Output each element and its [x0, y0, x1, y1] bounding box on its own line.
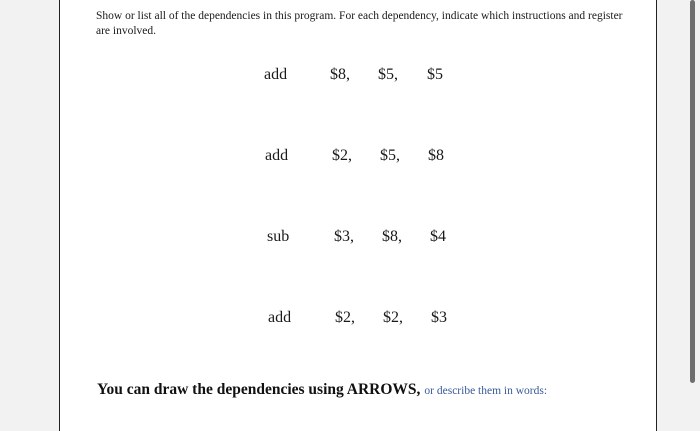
document-page — [59, 0, 657, 431]
register-rd: $8, — [330, 66, 350, 83]
register-rt: $3 — [431, 309, 447, 326]
register-rd: $2, — [332, 147, 352, 164]
opcode: sub — [267, 228, 290, 245]
register-rd: $2, — [335, 309, 355, 326]
opcode: add — [265, 147, 289, 164]
question-prompt: Show or list all of the dependencies in this program. For each dependency, indicate which instructions and register are involved. — [96, 10, 623, 37]
register-rt: $8 — [428, 147, 444, 164]
register-rt: $4 — [430, 228, 446, 245]
opcode: add — [264, 66, 288, 83]
register-rt: $5 — [427, 66, 443, 83]
register-rs: $8, — [382, 228, 402, 245]
opcode: add — [268, 309, 292, 326]
register-rs: $5, — [378, 66, 398, 83]
vertical-scrollbar[interactable] — [690, 0, 695, 383]
register-rs: $2, — [383, 309, 403, 326]
answer-instructions — [97, 381, 547, 399]
footer-bold-text: You can draw the dependencies using ARROWS, — [97, 381, 421, 398]
register-rs: $5, — [380, 147, 400, 164]
register-rd: $3, — [334, 228, 354, 245]
footer-hint-text: or describe them in words: — [424, 385, 548, 397]
